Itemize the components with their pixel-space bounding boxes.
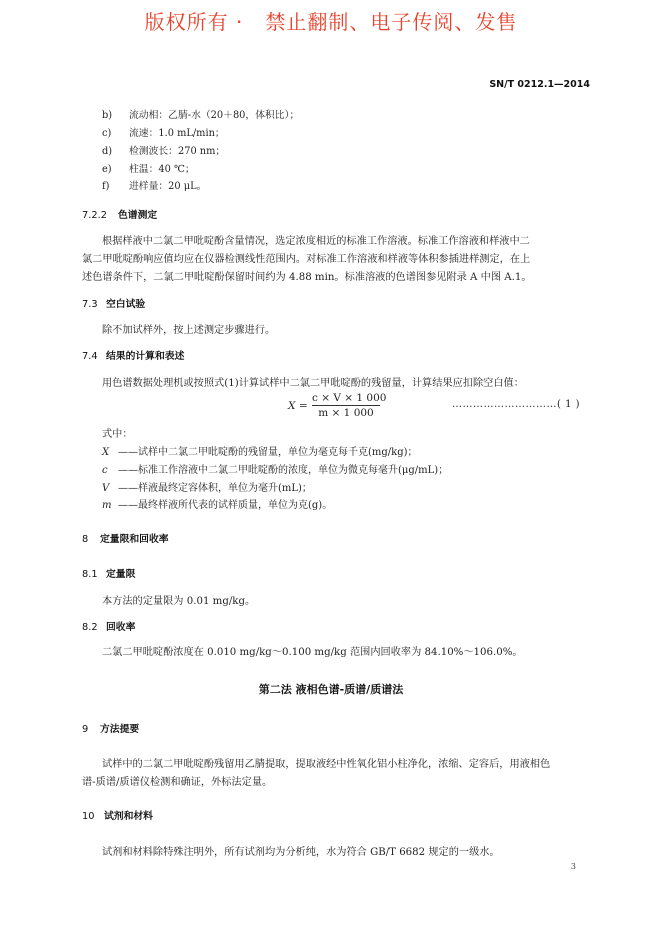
variable-definition [102, 496, 332, 511]
condition-label: d) [102, 146, 113, 157]
formula-index: ( 1 ) [557, 399, 581, 410]
condition-item [102, 110, 299, 122]
variable-text: ——最终样液所代表的试样质量，单位为克(g)。 [118, 500, 333, 511]
variable-definition [102, 479, 312, 494]
condition-text: 柱温：40 ℃； [129, 164, 195, 175]
paragraph-line: 谱-质谱/质谱仪检测和确证，外标法定量。 [82, 777, 273, 788]
section-title: 结果的计算和表述 [106, 351, 185, 362]
section-number: 7.2.2 [82, 210, 107, 221]
condition-text: 检测波长：270 nm； [129, 146, 226, 157]
paragraph-line: 除不加试样外，按上述测定步骤进行。 [102, 325, 276, 336]
section-heading-7-3 [82, 296, 145, 310]
variable-text: ——标准工作溶液中二氯二甲吡啶酚的浓度，单位为微克每毫升(μg/mL)； [118, 465, 449, 476]
variable-symbol: m [102, 500, 112, 511]
formula-denominator: m × 1 000 [318, 407, 374, 419]
paragraph-line: 根据样液中二氯二甲吡啶酚含量情况，选定浓度相近的标准工作溶液。标准工作溶液和样液中二 [102, 236, 530, 247]
condition-text: 流动相：乙腈-水（20＋80，体积比）； [129, 110, 300, 121]
variable-symbol: c [102, 465, 108, 476]
section-number: 10 [82, 811, 95, 822]
section-heading-9 [82, 721, 139, 735]
section-title: 定量限 [106, 569, 136, 580]
formula-number [452, 399, 580, 410]
section-heading-8 [82, 531, 169, 545]
page-number: 3 [570, 862, 576, 871]
paragraph-line: 试剂和材料除特殊注明外，所有试剂均为分析纯，水为符合 GB/T 6682 规定的一级水。 [102, 847, 500, 858]
variable-symbol: X [102, 447, 110, 458]
condition-text: 进样量：20 μL。 [129, 181, 207, 192]
paragraph-line: 本方法的定量限为 0.01 mg/kg。 [102, 596, 256, 607]
condition-item [102, 164, 195, 176]
formula-dots: ………………………… [452, 399, 557, 410]
section-title: 方法提要 [100, 724, 140, 735]
watermark-banner: 版权所有 · 禁止翻制、电子传阅、发售 [144, 10, 518, 34]
paragraph-line: 二氯二甲吡啶酚浓度在 0.010 mg/kg～0.100 mg/kg 范围内回收率为 84.10%～106.0%。 [102, 647, 523, 658]
section-heading-8-2 [82, 619, 135, 633]
condition-label: e) [102, 164, 112, 175]
section-heading-7-2-2 [82, 207, 157, 221]
condition-text: 流速：1.0 mL/min； [129, 128, 225, 139]
section-title: 空白试验 [106, 299, 146, 310]
condition-item [102, 128, 225, 140]
variable-text: ——试样中二氯二甲吡啶酚的残留量，单位为毫克每千克(mg/kg)； [118, 447, 418, 458]
section-title: 回收率 [106, 622, 136, 633]
section-title: 试剂和材料 [104, 811, 153, 822]
section-title: 色谱测定 [118, 210, 158, 221]
condition-label: f) [102, 181, 110, 192]
formula-lhs: X = [288, 400, 308, 412]
paragraph-line: 氯二甲吡啶酚响应值均应在仪器检测线性范围内。对标准工作溶液和样液等体积参插进样测定，在上 [82, 254, 531, 265]
paragraph-line: 用色谱数据处理机或按照式(1)计算试样中二氯二甲吡啶酚的残留量，计算结果应扣除空白值： [102, 378, 524, 389]
section-heading-8-1 [82, 566, 135, 580]
paragraph-line: 述色谱条件下，二氯二甲吡啶酚保留时间约为 4.88 min。标准溶液的色谱图参见附录 A 中图 A.1。 [82, 272, 532, 283]
section-number: 9 [82, 724, 89, 735]
method-title: 第二法 液相色谱-质谱/质谱法 [258, 683, 404, 696]
section-title: 定量限和回收率 [100, 534, 169, 545]
section-heading-10 [82, 808, 153, 822]
section-number: 8 [82, 534, 89, 545]
section-number: 8.1 [82, 569, 98, 580]
formula-fraction [312, 392, 387, 419]
section-number: 8.2 [82, 622, 98, 633]
section-number: 7.4 [82, 351, 98, 362]
variable-definition [102, 461, 448, 476]
section-number: 7.3 [82, 299, 98, 310]
variable-text: ——样液最终定容体积，单位为毫升(mL)； [118, 483, 312, 494]
condition-label: c) [102, 128, 112, 139]
where-label: 式中： [102, 429, 133, 440]
section-heading-7-4 [82, 348, 184, 362]
condition-item [102, 146, 225, 158]
condition-label: b) [102, 110, 113, 121]
formula-numerator: c × V × 1 000 [312, 392, 387, 404]
standard-number: SN/T 0212.1—2014 [489, 79, 590, 90]
paragraph-line: 试样中的二氯二甲吡啶酚残留用乙腈提取，提取液经中性氧化铝小柱净化，浓缩、定容后，用液相色 [102, 759, 551, 770]
variable-symbol: V [102, 483, 110, 494]
condition-item [102, 181, 206, 193]
variable-definition [102, 443, 418, 458]
